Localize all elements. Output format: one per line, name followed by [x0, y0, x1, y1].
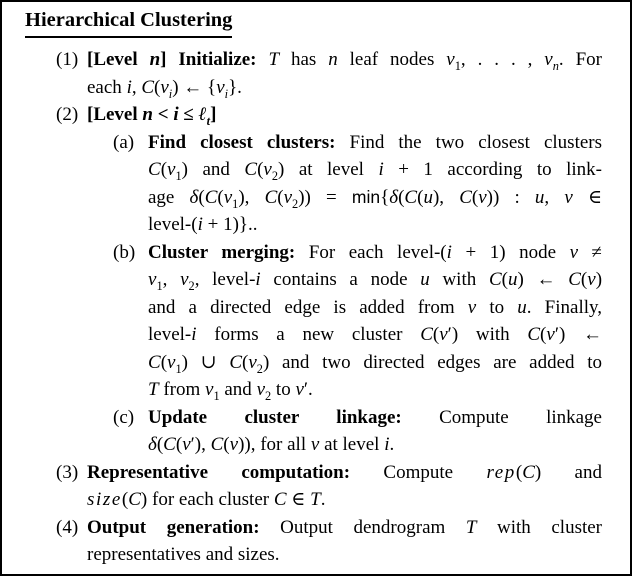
item-marker: (4): [56, 516, 79, 538]
text-segment: (: [540, 324, 547, 345]
algorithm-line: [2, 459, 602, 487]
algorithm-line: [2, 211, 602, 239]
text-segment: i: [378, 159, 384, 180]
text-segment: [Level: [87, 104, 143, 125]
text-segment: v: [283, 186, 293, 208]
text-segment: v: [263, 159, 272, 180]
text-segment: + 1)}..: [202, 214, 258, 235]
text-segment: (: [515, 461, 523, 483]
text-segment: i: [197, 214, 203, 235]
text-segment: (: [154, 76, 161, 98]
text-segment: ) ← {: [172, 76, 217, 98]
text-segment: level-(: [148, 214, 198, 235]
text-segment: (: [501, 269, 508, 290]
text-segment: ′: [303, 379, 309, 400]
text-segment: Cluster merging:: [148, 241, 309, 263]
algorithm-line: [2, 184, 602, 212]
text-segment: . For: [558, 49, 602, 70]
text-segment: v: [167, 351, 176, 373]
text-segment: ,: [131, 76, 142, 98]
algorithm-title: Hierarchical Clustering: [25, 7, 232, 38]
text-segment: 1: [156, 278, 163, 293]
text-segment: (: [121, 489, 129, 510]
text-segment: and a directed edge is added from: [148, 296, 468, 318]
text-segment: representatives and sizes.: [87, 544, 280, 565]
text-segment: . Finally,: [526, 296, 603, 318]
text-segment: C: [148, 351, 161, 373]
text-segment: Compute: [383, 461, 487, 483]
item-marker: (b): [113, 241, 136, 263]
text-segment: .: [320, 489, 326, 510]
algorithm-line: [2, 349, 602, 377]
text-segment: , . . . ,: [460, 49, 545, 70]
text-segment: i: [255, 269, 261, 290]
text-segment: 1: [213, 388, 220, 403]
text-segment: C: [163, 434, 176, 455]
text-segment: ≤: [178, 104, 199, 125]
text-segment: ,: [162, 269, 181, 290]
text-segment: 2: [188, 278, 195, 293]
text-segment: C: [148, 159, 161, 180]
algorithm-line: [2, 431, 602, 459]
text-segment: v: [205, 379, 214, 400]
algorithm-line: [2, 46, 602, 74]
text-segment: ),: [194, 434, 211, 455]
text-segment: ): [595, 269, 603, 290]
text-segment: age: [148, 186, 190, 208]
text-segment: v: [229, 434, 239, 455]
text-segment: ),: [238, 186, 265, 208]
text-segment: Update cluster linkage:: [148, 406, 440, 428]
text-segment: (: [160, 351, 168, 373]
text-segment: v: [478, 186, 487, 208]
text-segment: forms a new cluster: [196, 324, 421, 345]
text-segment: , level-: [194, 269, 256, 290]
text-segment: C: [488, 269, 502, 290]
text-segment: ′: [190, 434, 195, 455]
text-segment: ) and two directed edges are added to: [262, 351, 602, 373]
text-segment: v: [446, 49, 455, 70]
text-segment: C: [273, 489, 287, 510]
text-segment: T: [465, 516, 477, 538]
text-segment: v: [182, 434, 191, 455]
algorithm-body: [2, 46, 630, 569]
text-segment: u: [517, 296, 527, 318]
text-segment: each: [87, 76, 127, 98]
text-segment: u: [507, 269, 518, 290]
text-segment: Compute linkage: [439, 406, 602, 428]
text-segment: ),: [432, 186, 460, 208]
algorithm-line: [2, 239, 602, 267]
text-segment: ∈: [286, 489, 311, 510]
text-segment: T: [148, 379, 159, 400]
text-segment: v: [564, 186, 573, 208]
text-segment: v: [248, 351, 257, 373]
text-segment: u: [534, 186, 545, 208]
text-segment: 1: [232, 196, 239, 211]
text-segment: t: [206, 113, 211, 128]
text-segment: v: [546, 324, 555, 345]
text-segment: C: [404, 186, 418, 208]
text-segment: (: [471, 186, 479, 208]
text-segment: ) ←: [517, 269, 569, 290]
text-segment: v: [587, 269, 596, 290]
text-segment: + 1 according to link-: [383, 159, 602, 180]
text-segment: (: [417, 186, 424, 208]
text-segment: i: [224, 86, 229, 101]
text-segment: (: [242, 351, 249, 373]
text-segment: {: [380, 186, 390, 208]
text-segment: (: [217, 186, 224, 208]
text-segment: ) and: [534, 461, 602, 483]
text-segment: ]: [210, 104, 217, 125]
text-segment: v: [167, 159, 176, 180]
item-marker: (c): [113, 406, 135, 428]
text-segment: at level: [319, 434, 385, 455]
text-segment: + 1) node: [451, 241, 570, 263]
text-segment: C: [522, 461, 535, 483]
text-segment: ) with: [451, 324, 528, 345]
text-segment: u: [423, 186, 433, 208]
text-segment: v: [310, 434, 320, 455]
text-segment: For each level-(: [308, 241, 447, 263]
algorithm-line: [2, 129, 602, 157]
text-segment: (: [223, 434, 230, 455]
algorithm-line: [2, 101, 602, 129]
algorithm-line: [2, 514, 602, 542]
text-segment: (: [198, 186, 205, 208]
text-segment: ′: [447, 324, 452, 345]
text-segment: (: [580, 269, 588, 290]
algorithm-line: [2, 321, 602, 349]
text-segment: Representative computation:: [87, 461, 384, 483]
text-segment: v: [467, 296, 477, 318]
text-segment: 2: [271, 168, 278, 183]
text-segment: v: [295, 379, 304, 400]
item-marker: (a): [113, 131, 135, 153]
text-segment: δ: [389, 186, 399, 208]
text-segment: 1: [454, 58, 461, 73]
text-segment: C: [141, 76, 155, 98]
text-segment: }.: [228, 76, 242, 98]
text-segment: (: [257, 159, 264, 180]
text-segment: C: [128, 489, 141, 510]
text-segment: <: [152, 104, 174, 125]
text-segment: (: [156, 434, 164, 455]
text-segment: C: [229, 351, 242, 373]
algorithm-line: [2, 404, 602, 432]
text-segment: (: [277, 186, 284, 208]
text-segment: ′: [554, 324, 559, 345]
text-segment: ∈: [572, 186, 603, 208]
text-segment: i: [191, 324, 197, 345]
text-segment: ℓ: [198, 104, 207, 125]
text-segment: v: [544, 49, 553, 70]
text-segment: v: [160, 76, 169, 98]
text-segment: (: [160, 159, 168, 180]
algorithm-title-row: [25, 7, 630, 38]
text-segment: δ: [189, 186, 199, 208]
text-segment: with cluster: [476, 516, 602, 538]
item-marker: (2): [56, 104, 79, 125]
text-segment: to: [476, 296, 518, 318]
text-segment: from: [158, 379, 206, 400]
text-segment: 2: [256, 361, 263, 376]
text-segment: min: [351, 186, 381, 207]
algorithm-line: [2, 294, 602, 322]
text-segment: ) for each cluster: [140, 489, 274, 510]
text-segment: v: [216, 76, 225, 98]
text-segment: v: [256, 379, 265, 400]
text-segment: v: [569, 241, 578, 263]
text-segment: has: [279, 49, 329, 70]
text-segment: .: [308, 379, 313, 400]
text-segment: T: [268, 49, 280, 70]
text-segment: size: [87, 489, 122, 510]
text-segment: v: [148, 269, 157, 290]
text-segment: C: [527, 324, 541, 345]
text-segment: rep: [486, 461, 516, 483]
text-segment: ) at level: [278, 159, 379, 180]
text-segment: )), for all: [238, 434, 311, 455]
text-segment: ) ∪: [181, 351, 230, 373]
text-segment: )) =: [298, 186, 352, 208]
text-segment: ] Initialize:: [160, 49, 269, 70]
text-segment: and: [219, 379, 257, 400]
text-segment: leaf nodes: [337, 49, 447, 70]
text-segment: i: [384, 434, 390, 455]
text-segment: contains a node: [260, 269, 421, 290]
text-segment: Find closest clusters:: [148, 131, 350, 153]
text-segment: i: [126, 76, 132, 98]
algorithm-line: [2, 541, 602, 569]
text-segment: 2: [265, 388, 272, 403]
text-segment: )) :: [486, 186, 535, 208]
text-segment: C: [264, 186, 278, 208]
algorithm-line: [2, 74, 602, 102]
text-segment: i: [446, 241, 452, 263]
text-segment: Output dendrogram: [280, 516, 466, 538]
item-marker: (1): [56, 49, 79, 70]
text-segment: ) and: [181, 159, 245, 180]
algorithm-line: [2, 486, 602, 514]
text-segment: C: [568, 269, 581, 290]
text-segment: Output generation:: [87, 516, 281, 538]
text-segment: C: [204, 186, 218, 208]
text-segment: C: [420, 324, 433, 345]
text-segment: v: [180, 269, 189, 290]
text-segment: ≠: [578, 241, 602, 263]
text-segment: C: [459, 186, 472, 208]
text-segment: level-: [148, 324, 192, 345]
text-segment: Find the two closest clusters: [349, 131, 603, 153]
item-marker: (3): [56, 461, 79, 483]
text-segment: T: [310, 489, 321, 510]
text-segment: to: [271, 379, 296, 400]
text-segment: δ: [148, 434, 157, 455]
text-segment: ) ←: [558, 324, 603, 345]
text-segment: with: [429, 269, 489, 290]
text-segment: i: [168, 86, 173, 101]
text-segment: 1: [175, 361, 182, 376]
algorithm-line: [2, 156, 602, 184]
algorithm-line: [2, 376, 602, 404]
text-segment: (: [432, 324, 440, 345]
text-segment: n: [328, 49, 338, 70]
text-segment: (: [175, 434, 183, 455]
text-segment: n: [142, 104, 153, 125]
text-segment: (: [398, 186, 405, 208]
text-segment: v: [439, 324, 448, 345]
text-segment: n: [149, 49, 161, 70]
text-segment: 2: [292, 196, 299, 211]
text-segment: C: [210, 434, 224, 455]
text-segment: v: [223, 186, 233, 208]
text-segment: n: [552, 58, 559, 73]
text-segment: 1: [175, 168, 182, 183]
algorithm-line: [2, 266, 602, 294]
text-segment: C: [244, 159, 258, 180]
text-segment: [Level: [87, 49, 150, 70]
text-segment: u: [420, 269, 430, 290]
text-segment: .: [389, 434, 395, 455]
text-segment: ,: [544, 186, 565, 208]
text-segment: i: [173, 104, 179, 125]
